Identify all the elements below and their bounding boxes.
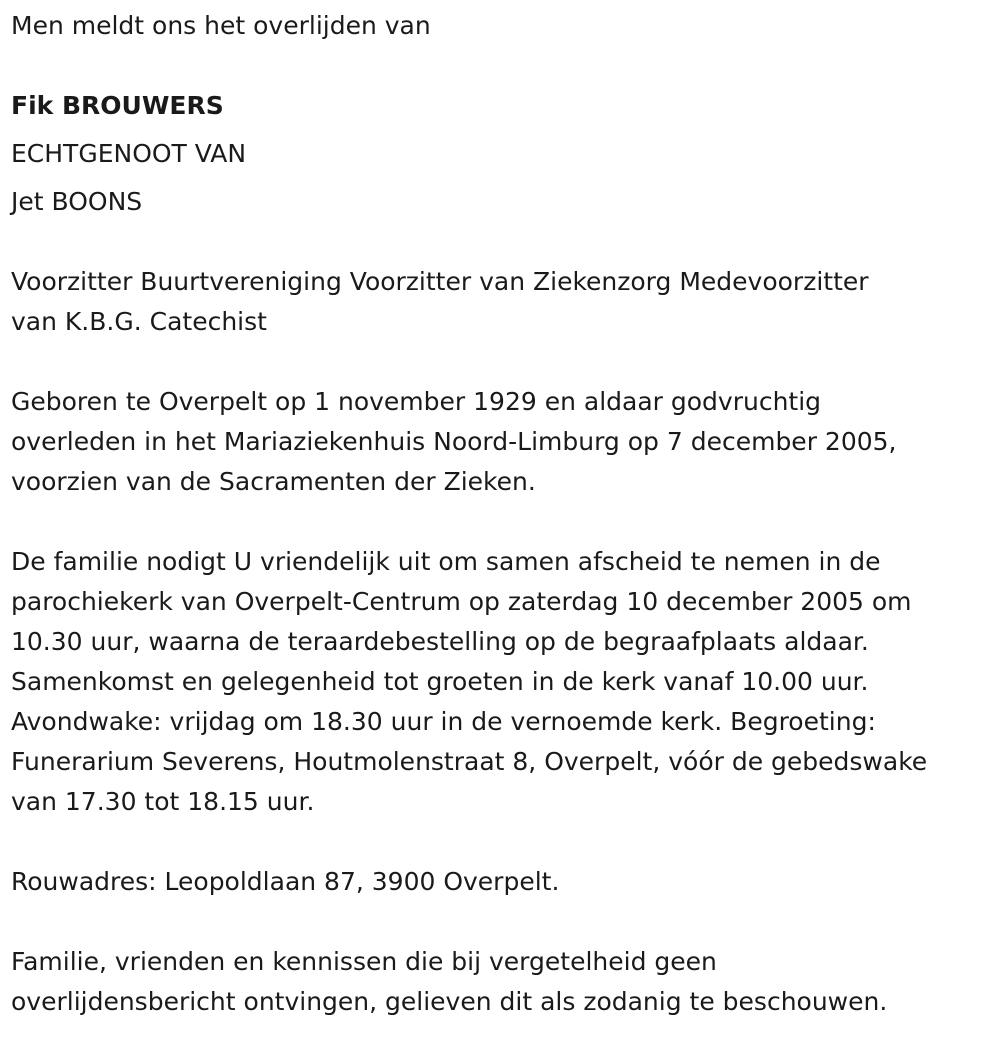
funeral-line: De familie nodigt U vriendelijk uit om samen afscheid te nemen in de (11, 547, 881, 576)
mourning-address: Rouwadres: Leopoldlaan 87, 3900 Overpelt. (11, 867, 560, 896)
deceased-block (11, 82, 991, 226)
funeral-line: Funerarium Severens, Houtmolenstraat 8, Overpelt, vóór de gebedswake (11, 747, 928, 776)
funeral-line: Avondwake: vrijdag om 18.30 uur in de vernoemde kerk. Begroeting: (11, 707, 876, 736)
funeral-line: van 17.30 tot 18.15 uur. (11, 787, 315, 816)
functions-paragraph (11, 262, 991, 342)
spacer (11, 342, 991, 382)
closing-paragraph (11, 942, 991, 1022)
funeral-paragraph (11, 542, 991, 822)
deceased-name: Fik BROUWERS (11, 91, 224, 120)
spacer (11, 822, 991, 862)
birth-death-line: voorzien van de Sacramenten der Zieken. (11, 467, 536, 496)
spacer (11, 46, 991, 86)
functions-line: Voorzitter Buurtvereniging Voorzitter van Ziekenzorg Medevoorzitter (11, 267, 869, 296)
spouse-name: Jet BOONS (11, 187, 143, 216)
funeral-line: Samenkomst en gelegenheid tot groeten in de kerk vanaf 10.00 uur. (11, 667, 869, 696)
birth-death-line: Geboren te Overpelt op 1 november 1929 en aldaar godvruchtig (11, 387, 822, 416)
intro-text: Men meldt ons het overlijden van (11, 11, 431, 40)
birth-death-line: overleden in het Mariaziekenhuis Noord-Limburg op 7 december 2005, (11, 427, 897, 456)
spacer (11, 502, 991, 542)
spacer (11, 902, 991, 942)
obituary-document (11, 6, 991, 1022)
closing-line: Familie, vrienden en kennissen die bij vergetelheid geen (11, 947, 717, 976)
funeral-line: 10.30 uur, waarna de teraardebestelling op de begraafplaats aldaar. (11, 627, 869, 656)
relation-text: ECHTGENOOT VAN (11, 139, 247, 168)
birth-death-paragraph (11, 382, 991, 502)
funeral-line: parochiekerk van Overpelt-Centrum op zaterdag 10 december 2005 om (11, 587, 912, 616)
functions-line: van K.B.G. Catechist (11, 307, 267, 336)
spacer (11, 226, 991, 262)
closing-line: overlijdensbericht ontvingen, gelieven dit als zodanig te beschouwen. (11, 987, 888, 1016)
